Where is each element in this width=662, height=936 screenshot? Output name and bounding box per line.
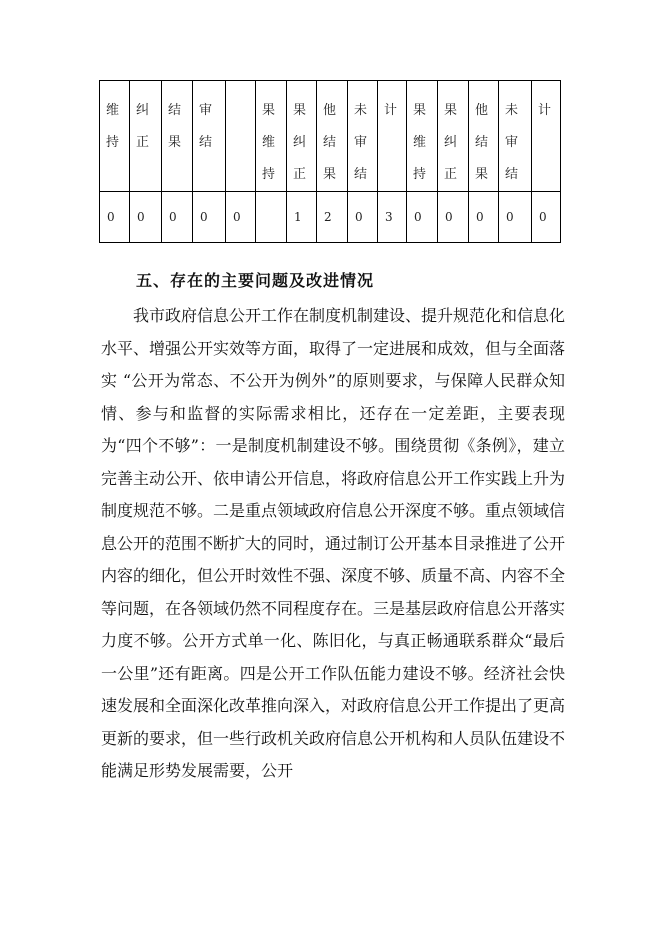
header-cell: 果纠正 xyxy=(287,81,317,192)
header-cell: 果维持 xyxy=(256,81,287,192)
value-cell: 3 xyxy=(378,192,407,243)
value-cell: 0 xyxy=(348,192,378,243)
header-cell: 未审结 xyxy=(348,81,378,192)
value-cell: 0 xyxy=(438,192,469,243)
value-cell: 0 xyxy=(100,192,130,243)
value-cell xyxy=(256,192,287,243)
header-cell: 结果 xyxy=(162,81,193,192)
body-paragraph: 我市政府信息公开工作在制度机制建设、提升规范化和信息化水平、增强公开实效等方面，取得了一定进展和成效，但与全面落实 “公开为常态、不公开为例外”的原则要求，与保障人民群众知情、参与和监督的实际需求相比，还存在一定差距，主要表现为“四个不够”：一是制度机制建设不够。围绕贯彻《条例》，建立完善主动公开、依申请公开信息，将政府信息公开工作实践上升为制度规范不够。二是重点领域政府信息公开深度不够。重点领域信息公开的范围不断扩大的同时，通过制订公开基本目录推进了公开内容的细化，但公开时效性不强、深度不够、质量不高、内容不全等问题，在各领域仍然不同程度存在。三是基层政府信息公开落实力度不够。公开方式单一化、陈旧化，与真正畅通联系群众“最后一公里”还有距离。四是公开工作队伍能力建设不够。经济社会快速发展和全面深化改革推向深入，对政府信息公开工作提出了更高更新的要求，但一些行政机关政府信息公开机构和人员队伍建设不能满足形势发展需要，公开 xyxy=(101,306,566,780)
value-cell: 0 xyxy=(407,192,438,243)
table-header-row xyxy=(100,81,561,192)
header-cell: 未审结 xyxy=(499,81,532,192)
value-cell: 0 xyxy=(193,192,226,243)
section-heading: 五、存在的主要问题及改进情况 xyxy=(136,271,375,290)
header-cell: 计 xyxy=(378,81,407,192)
value-cell: 0 xyxy=(499,192,532,243)
value-cell: 2 xyxy=(317,192,348,243)
value-cell: 0 xyxy=(226,192,256,243)
header-cell: 审结 xyxy=(193,81,226,192)
header-cell: 他结果 xyxy=(469,81,499,192)
header-cell: 纠正 xyxy=(130,81,162,192)
header-cell: 维持 xyxy=(100,81,130,192)
header-cell: 果维持 xyxy=(407,81,438,192)
header-cell xyxy=(226,81,256,192)
statistics-table xyxy=(99,80,561,243)
value-cell: 0 xyxy=(532,192,561,243)
value-cell: 0 xyxy=(162,192,193,243)
value-cell: 0 xyxy=(130,192,162,243)
table-value-row xyxy=(100,192,561,243)
header-cell: 他结果 xyxy=(317,81,348,192)
header-cell: 计 xyxy=(532,81,561,192)
header-cell: 果纠正 xyxy=(438,81,469,192)
value-cell: 0 xyxy=(469,192,499,243)
value-cell: 1 xyxy=(287,192,317,243)
